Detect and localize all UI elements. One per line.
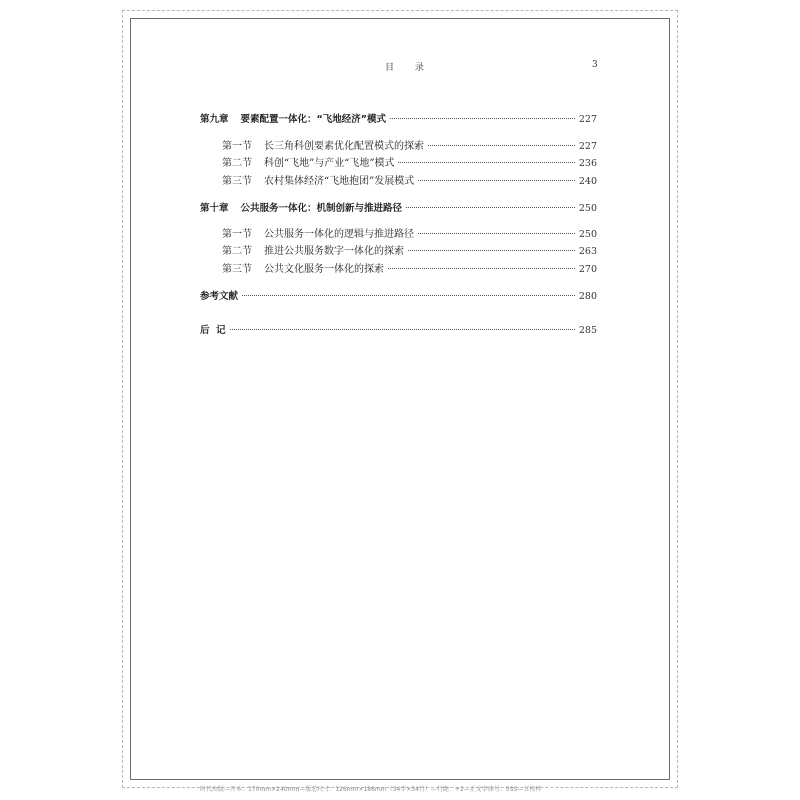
chapter-title: 要素配置一体化：“飞地经济”模式 bbox=[240, 114, 387, 125]
dot-leader bbox=[418, 180, 575, 181]
afterword-title: 后 记 bbox=[200, 325, 226, 336]
toc-references[interactable] bbox=[200, 290, 597, 304]
dot-leader bbox=[388, 268, 575, 269]
section-title: 公共文化服务一体化的探索 bbox=[264, 264, 384, 275]
page-ref: 240 bbox=[578, 176, 597, 187]
toc-chapter-9[interactable] bbox=[200, 113, 597, 127]
toc-section-9-1[interactable] bbox=[222, 140, 597, 154]
section-title: 公共服务一体化的逻辑与推进路径 bbox=[264, 229, 414, 240]
document-page bbox=[130, 18, 670, 780]
section-title: 科创“飞地”与产业“飞地”模式 bbox=[264, 158, 395, 169]
section-number: 第一节 bbox=[222, 141, 252, 152]
page-ref: 227 bbox=[578, 141, 597, 152]
toc-section-10-2[interactable] bbox=[222, 245, 597, 259]
dot-leader bbox=[398, 162, 574, 163]
chapter-title: 公共服务一体化：机制创新与推进路径 bbox=[240, 203, 403, 214]
toc-section-9-3[interactable] bbox=[222, 175, 597, 189]
dot-leader bbox=[428, 145, 575, 146]
dot-leader bbox=[406, 207, 575, 208]
page-number: 3 bbox=[592, 60, 598, 70]
chapter-number: 第十章 bbox=[200, 203, 229, 214]
section-number: 第三节 bbox=[222, 264, 252, 275]
toc-section-10-3[interactable] bbox=[222, 263, 597, 277]
section-title: 推进公共服务数字一体化的探索 bbox=[264, 246, 404, 257]
page-ref: 270 bbox=[578, 264, 597, 275]
toc-section-10-1[interactable] bbox=[222, 228, 597, 242]
dot-leader bbox=[408, 250, 575, 251]
page-ref: 227 bbox=[578, 114, 597, 125]
running-title: 目 录 bbox=[385, 63, 433, 73]
references-title: 参考文献 bbox=[200, 291, 239, 302]
toc-chapter-10[interactable] bbox=[200, 202, 597, 216]
toc-afterword[interactable] bbox=[200, 324, 597, 338]
section-number: 第二节 bbox=[222, 158, 252, 169]
dot-leader bbox=[418, 233, 575, 234]
section-number: 第三节 bbox=[222, 176, 252, 187]
page-ref: 280 bbox=[578, 291, 597, 302]
toc-section-9-2[interactable] bbox=[222, 157, 597, 171]
page-ref: 236 bbox=[578, 158, 597, 169]
section-title: 农村集体经济“飞地抱团”发展模式 bbox=[264, 176, 415, 187]
page-ref: 250 bbox=[578, 229, 597, 240]
page-ref: 285 bbox=[578, 325, 597, 336]
section-title: 长三角科创要素优化配置模式的探索 bbox=[264, 141, 424, 152]
dot-leader bbox=[230, 329, 575, 330]
dot-leader bbox=[242, 295, 575, 296]
section-number: 第一节 bbox=[222, 229, 252, 240]
page-ref: 250 bbox=[578, 203, 597, 214]
print-spec-note: 时代出版—开本：170mm×240mm—版芯尺寸：126mm×186mm（34字×34行）—行距：+2—正文字体号：5SS—五校样 bbox=[200, 786, 542, 793]
dot-leader bbox=[390, 118, 575, 119]
page-ref: 263 bbox=[578, 246, 597, 257]
chapter-number: 第九章 bbox=[200, 114, 229, 125]
section-number: 第二节 bbox=[222, 246, 252, 257]
